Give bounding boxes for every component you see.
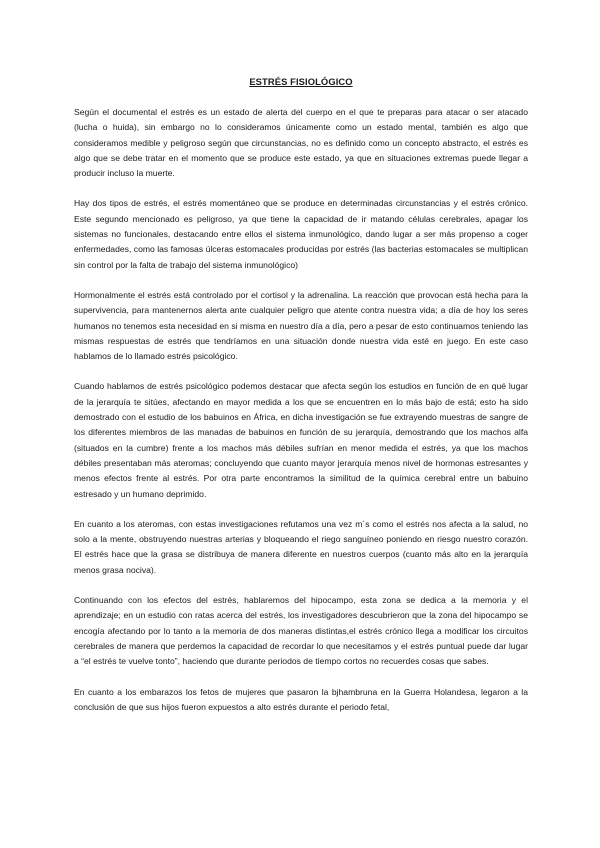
paragraph-3: Hormonalmente el estrés está controlado por el cortisol y la adrenalina. La reacción que provocan está hecha para la supervivencia, para mantenernos alerta ante cualquier peligro que atente contra nuestra vida; a día de hoy los seres humanos no tenemos esta necesidad en si misma en nuestro día a día, pero a pesar de esto continuamos teniendo las mismas respuestas de estrés que tendríamos en una situación donde nuestra vida esté en juego. En este caso hablamos de lo llamado estrés psicológico. <box>74 289 528 362</box>
paragraph-5: En cuanto a los ateromas, con estas investigaciones refutamos una vez m´s como el estrés nos afecta a la salud, no solo a la mente, obstruyendo nuestras arterias y bloqueando el riego sanguíneo poniendo en riesgo nuestro corazón. El estrés hace que la grasa se distribuya de manera diferente en nuestros cuerpos (cuanto más alto en la jerarquía menos grasa nociva). <box>74 518 528 575</box>
paragraph-4: Cuando hablamos de estrés psicológico podemos destacar que afecta según los estudios en función de en qué lugar de la jerarquía te sitúes, afectando en mayor medida a los que se encuentren en lo más bajo de está; esto ha sido demostrado con el estudio de los babuinos en África, en dicha investigación se fue extrayendo muestras de sangre de los diferentes miembros de las manadas de babuinos en función de su jerarquía, demostrando que los machos alfa (situados en la cumbre) frente a los machos más débiles sufrían en menor medida el estrés, ya que los machos débiles presentaban más ateromas; concluyendo que cuanto mayor jerarquía menos nivel de hormonas estresantes y menos efectos frente al estrés. Por otra parte encontramos la similitud de la química cerebral entre un babuino estresado y un humano deprimido. <box>74 381 528 499</box>
paragraph-7: En cuanto a los embarazos los fetos de mujeres que pasaron la bjhambruna en la Guerra Holandesa, legaron a la conclusión de que sus hijos fueron expuestos a alto estrés durante el periodo fetal, <box>74 686 528 712</box>
paragraph-1: Según el documental el estrés es un estado de alerta del cuerpo en el que te preparas para atacar o ser atacado (lucha o huida), sin embargo no lo consideramos únicamente como un estado mental, también es algo que consideramos medible y peligroso según que circunstancias, no es definido como un concepto abstracto, el estrés es algo que se debe tratar en el momento que se produce este estado, ya que en situaciones extremas puede llegar a producir incluso la muerte. <box>74 107 528 179</box>
paragraph-2: Hay dos tipos de estrés, el estrés momentáneo que se produce en determinadas circunstancias y el estrés crónico. Este segundo mencionado es peligroso, ya que tiene la capacidad de ir matando células cerebrales, apagar los sistemas no funcionales, destacando entre ellos el sistema inmunológico, dando lugar a ser más propenso a coger enfermedades, como las famosas úlceras estomacales producidas por estrés (las bacterias estomacales se multiplican sin control por la falta de trabajo del sistema inmunológico) <box>74 198 528 270</box>
document-title: ESTRÉS FISIOLÓGICO <box>249 76 353 87</box>
paragraph-6: Continuando con los efectos del estrés, hablaremos del hipocampo, esta zona se dedica a la memoria y el aprendizaje; en un estudio con ratas acerca del estrés, los investigadores descubrieron que la zona del hipocampo se encogía afectando por lo tanto a la memoria de dos maneras distintas,el estrés crónico llega a modificar los circuitos cerebrales de manera que perdemos la capacidad de recordar lo que necesitamos y el estrés puntual puede dar lugar a “el estrés te vuelve tonto”, haciendo que durante periodos de tiempo cortos no recuerdes cosas que sabes. <box>74 595 528 667</box>
